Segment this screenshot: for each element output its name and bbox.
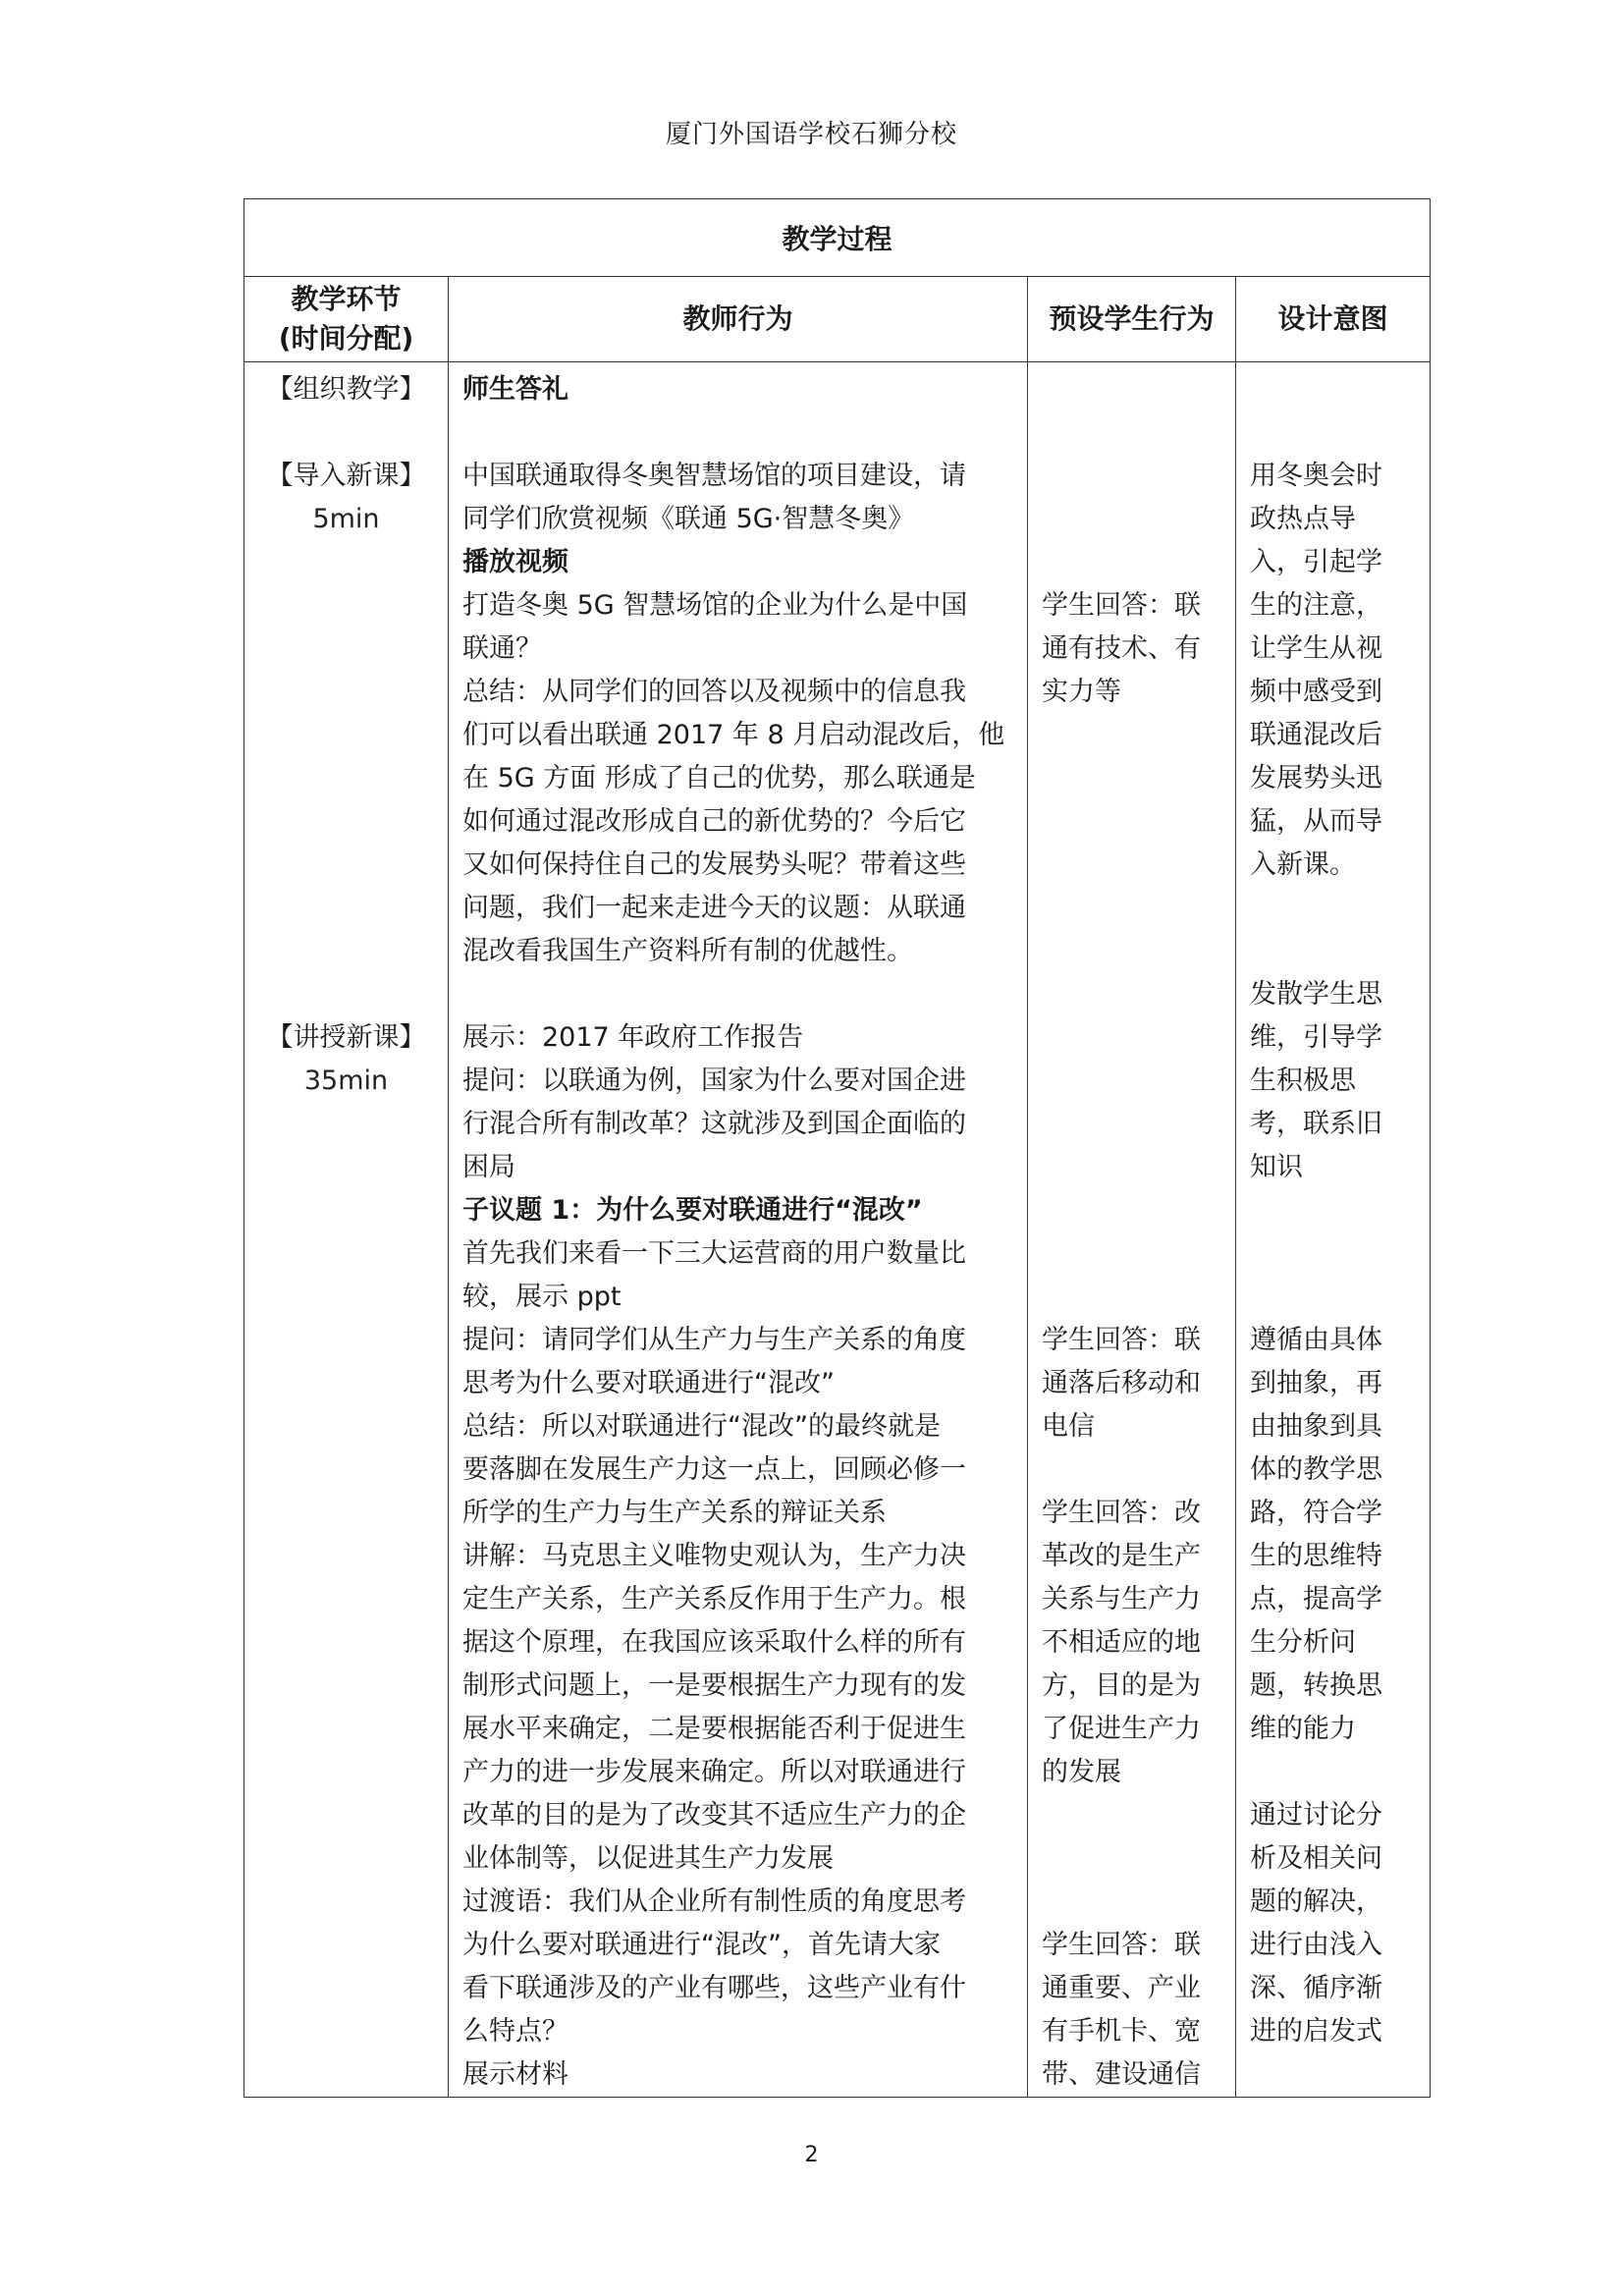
page-number: 2 bbox=[804, 2143, 819, 2167]
teacher-line: 较，展示 ppt bbox=[462, 1282, 622, 1312]
intent-line: 深、循序渐 bbox=[1250, 1973, 1382, 2003]
teacher-line: 混改看我国生产资料所有制的优越性。 bbox=[462, 936, 913, 966]
intent-line: 让学生从视 bbox=[1250, 633, 1382, 664]
teacher-line: 困局 bbox=[462, 1152, 515, 1182]
intent-line: 进的启发式 bbox=[1250, 2016, 1382, 2047]
intent-line: 频中感受到 bbox=[1250, 677, 1382, 707]
teacher-line: 改革的目的是为了改变其不适应生产力的企 bbox=[462, 1800, 966, 1831]
teacher-line: 为什么要对联通进行“混改”，首先请大家 bbox=[462, 1930, 941, 1960]
teacher-line: 看下联通涉及的产业有哪些，这些产业有什 bbox=[462, 1973, 966, 2003]
stage-intro: 【导入新课】 bbox=[266, 461, 426, 491]
teacher-column bbox=[449, 362, 1028, 2098]
intent-line: 通过讨论分 bbox=[1250, 1800, 1382, 1831]
teacher-line: 总结：所以对联通进行“混改”的最终就是 bbox=[462, 1411, 941, 1442]
student-line: 学生回答：联 bbox=[1042, 590, 1201, 621]
teacher-line: 要落脚在发展生产力这一点上，回顾必修一 bbox=[462, 1454, 966, 1485]
intent-line: 维的能力 bbox=[1250, 1714, 1356, 1744]
intent-line: 联通混改后 bbox=[1250, 720, 1382, 750]
student-line: 有手机卡、宽 bbox=[1042, 2016, 1201, 2047]
intent-line: 发展势头迅 bbox=[1250, 763, 1382, 793]
student-line: 通落后移动和 bbox=[1042, 1368, 1201, 1398]
student-line: 通重要、产业 bbox=[1042, 1973, 1201, 2003]
intent-line: 题的解决， bbox=[1250, 1886, 1382, 1917]
student-line: 了促进生产力 bbox=[1042, 1714, 1201, 1744]
teacher-line: 同学们欣赏视频《联通 5G·智慧冬奥》 bbox=[462, 504, 915, 534]
intent-line: 猛，从而导 bbox=[1250, 806, 1382, 837]
intent-line: 遵循由具体 bbox=[1250, 1325, 1382, 1355]
teaching-process-table bbox=[243, 198, 1431, 2098]
intent-line: 用冬奥会时 bbox=[1250, 461, 1382, 491]
teacher-line: 在 5G 方面 形成了自己的优势，那么联通是 bbox=[462, 763, 976, 793]
page-header: 厦门外国语学校石狮分校 bbox=[665, 120, 957, 149]
intent-line: 维，引导学 bbox=[1250, 1022, 1382, 1053]
intent-line: 生的思维特 bbox=[1250, 1541, 1382, 1571]
teacher-line: 提问：请同学们从生产力与生产关系的角度 bbox=[462, 1325, 966, 1355]
intent-line: 入新课。 bbox=[1250, 849, 1356, 880]
student-line: 带、建设通信 bbox=[1042, 2059, 1201, 2090]
intent-line: 析及相关问 bbox=[1250, 1843, 1382, 1874]
intent-line: 考，联系旧 bbox=[1250, 1109, 1382, 1139]
column-header-intent: 设计意图 bbox=[1236, 277, 1431, 362]
student-line: 的发展 bbox=[1042, 1757, 1121, 1787]
column-header-teacher: 教师行为 bbox=[449, 277, 1028, 362]
student-line: 通有技术、有 bbox=[1042, 633, 1201, 664]
teacher-line: 展示材料 bbox=[462, 2059, 568, 2090]
intent-line: 政热点导 bbox=[1250, 504, 1356, 534]
stage-column bbox=[244, 362, 449, 2098]
stage-organize: 【组织教学】 bbox=[266, 374, 426, 405]
intent-line: 题，转换思 bbox=[1250, 1670, 1382, 1701]
column-header-student: 预设学生行为 bbox=[1028, 277, 1236, 362]
teacher-line: 产力的进一步发展来确定。所以对联通进行 bbox=[462, 1757, 966, 1787]
teacher-line: 中国联通取得冬奥智慧场馆的项目建设，请 bbox=[462, 461, 966, 491]
teacher-line: 思考为什么要对联通进行“混改” bbox=[462, 1368, 835, 1398]
teacher-line: 所学的生产力与生产关系的辩证关系 bbox=[462, 1498, 887, 1528]
teacher-line: 如何通过混改形成自己的新优势的？今后它 bbox=[462, 806, 966, 837]
teacher-line: 又如何保持住自己的发展势头呢？带着这些 bbox=[462, 849, 966, 880]
teacher-line: 们可以看出联通 2017 年 8 月启动混改后，他 bbox=[462, 720, 1005, 750]
intent-line: 发散学生思 bbox=[1250, 979, 1382, 1010]
teacher-line: 问题，我们一起来走进今天的议题：从联通 bbox=[462, 893, 966, 923]
student-line: 学生回答：联 bbox=[1042, 1930, 1201, 1960]
intent-line: 体的教学思 bbox=[1250, 1454, 1382, 1485]
teacher-line: 播放视频 bbox=[462, 547, 568, 577]
stage-teach: 【讲授新课】 bbox=[266, 1022, 426, 1053]
teacher-line: 提问：以联通为例，国家为什么要对国企进 bbox=[462, 1066, 966, 1096]
intent-line: 进行由浅入 bbox=[1250, 1930, 1382, 1960]
student-line: 关系与生产力 bbox=[1042, 1584, 1201, 1614]
teacher-line: 制形式问题上，一是要根据生产力现有的发 bbox=[462, 1670, 966, 1701]
teacher-line: 么特点？ bbox=[462, 2016, 568, 2047]
stage-teach-time: 35min bbox=[303, 1066, 389, 1096]
column-header-stage bbox=[244, 277, 449, 362]
student-line: 不相适应的地 bbox=[1042, 1627, 1201, 1658]
student-line: 电信 bbox=[1042, 1411, 1095, 1442]
intent-line: 入，引起学 bbox=[1250, 547, 1382, 577]
student-line: 实力等 bbox=[1042, 677, 1121, 707]
teacher-line: 总结：从同学们的回答以及视频中的信息我 bbox=[462, 677, 966, 707]
student-line: 学生回答：改 bbox=[1042, 1498, 1201, 1528]
teacher-line: 据这个原理，在我国应该采取什么样的所有 bbox=[462, 1627, 966, 1658]
intent-line: 生积极思 bbox=[1250, 1066, 1356, 1096]
teacher-line: 讲解：马克思主义唯物史观认为，生产力决 bbox=[462, 1541, 966, 1571]
intent-line: 点，提高学 bbox=[1250, 1584, 1382, 1614]
intent-line: 到抽象，再 bbox=[1250, 1368, 1382, 1398]
student-line: 学生回答：联 bbox=[1042, 1325, 1201, 1355]
table-title: 教学过程 bbox=[244, 199, 1431, 277]
teacher-line: 展水平来确定，二是要根据能否利于促进生 bbox=[462, 1714, 966, 1744]
intent-line: 知识 bbox=[1250, 1152, 1303, 1182]
teacher-line: 师生答礼 bbox=[462, 374, 568, 405]
teacher-line: 打造冬奥 5G 智慧场馆的企业为什么是中国 bbox=[462, 590, 968, 621]
teacher-line: 联通？ bbox=[462, 633, 542, 664]
teacher-line: 业体制等，以促进其生产力发展 bbox=[462, 1843, 834, 1874]
teacher-line: 子议题 1：为什么要对联通进行“混改” bbox=[462, 1195, 923, 1226]
intent-line: 路，符合学 bbox=[1250, 1498, 1382, 1528]
stage-intro-time: 5min bbox=[312, 504, 380, 534]
teacher-line: 行混合所有制改革？这就涉及到国企面临的 bbox=[462, 1109, 966, 1139]
column-header-stage-line1: 教学环节 bbox=[291, 283, 402, 315]
student-column bbox=[1028, 362, 1236, 2098]
teacher-line: 展示：2017 年政府工作报告 bbox=[462, 1022, 804, 1053]
intent-line: 生分析问 bbox=[1250, 1627, 1356, 1658]
intent-line: 由抽象到具 bbox=[1250, 1411, 1382, 1442]
intent-column bbox=[1236, 362, 1431, 2098]
column-header-stage-line2: (时间分配) bbox=[278, 322, 414, 355]
intent-line: 生的注意， bbox=[1250, 590, 1382, 621]
student-line: 方，目的是为 bbox=[1042, 1670, 1201, 1701]
teacher-line: 过渡语：我们从企业所有制性质的角度思考 bbox=[462, 1886, 966, 1917]
teacher-line: 首先我们来看一下三大运营商的用户数量比 bbox=[462, 1238, 966, 1269]
student-line: 革改的是生产 bbox=[1042, 1541, 1201, 1571]
teacher-line: 定生产关系，生产关系反作用于生产力。根 bbox=[462, 1584, 966, 1614]
